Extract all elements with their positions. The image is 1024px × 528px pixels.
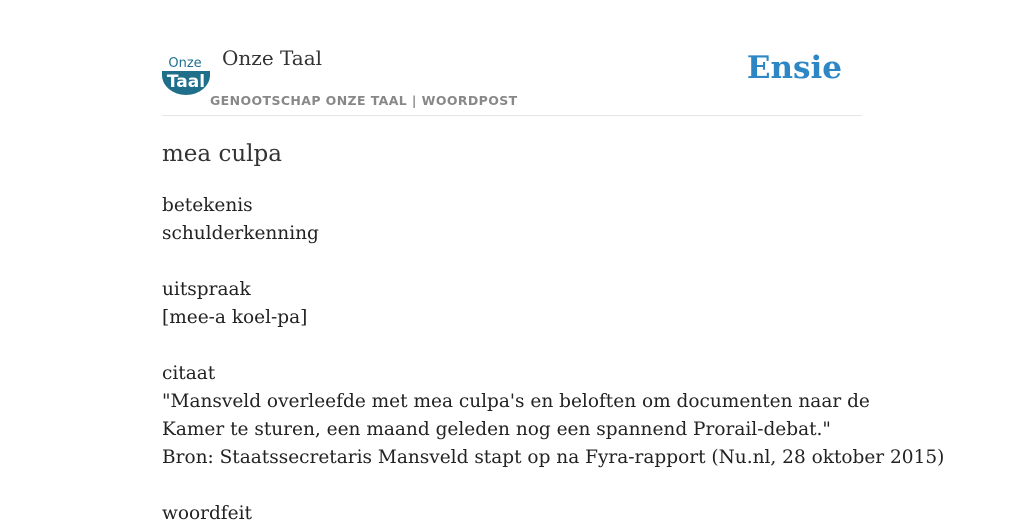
section-heading-woordfeit: woordfeit <box>162 503 252 524</box>
org-name[interactable]: Onze Taal <box>222 46 323 70</box>
logo-text-bottom: Taal <box>166 72 206 92</box>
spacer <box>162 472 872 500</box>
entry-title: mea culpa <box>162 141 282 167</box>
quote-line: "Mansveld overleefde met mea culpa's en beloften om documenten naar de <box>162 391 870 412</box>
logo-text-top: Onze <box>168 56 202 71</box>
header <box>162 0 862 116</box>
section-text-betekenis: schulderkenning <box>162 223 319 244</box>
page <box>162 0 945 524</box>
ensie-logo[interactable]: Ensie <box>746 50 842 86</box>
section-heading-citaat: citaat <box>162 363 216 384</box>
onze-taal-logo[interactable] <box>162 51 210 95</box>
org-subtitle: GENOOTSCHAP ONZE TAAL | WOORDPOST <box>210 93 518 108</box>
spacer <box>162 332 872 360</box>
section-heading-uitspraak: uitspraak <box>162 279 251 300</box>
spacer <box>162 248 872 276</box>
entry-content <box>162 192 945 528</box>
quote-line: Kamer te sturen, een maand geleden nog een spannend Prorail-debat." <box>162 419 831 440</box>
section-heading-betekenis: betekenis <box>162 195 253 216</box>
quote-source: Bron: Staatssecretaris Mansveld stapt op na Fyra-rapport (Nu.nl, 28 oktober 2015) <box>162 447 945 468</box>
section-text-uitspraak: [mee-a koel-pa] <box>162 307 308 328</box>
